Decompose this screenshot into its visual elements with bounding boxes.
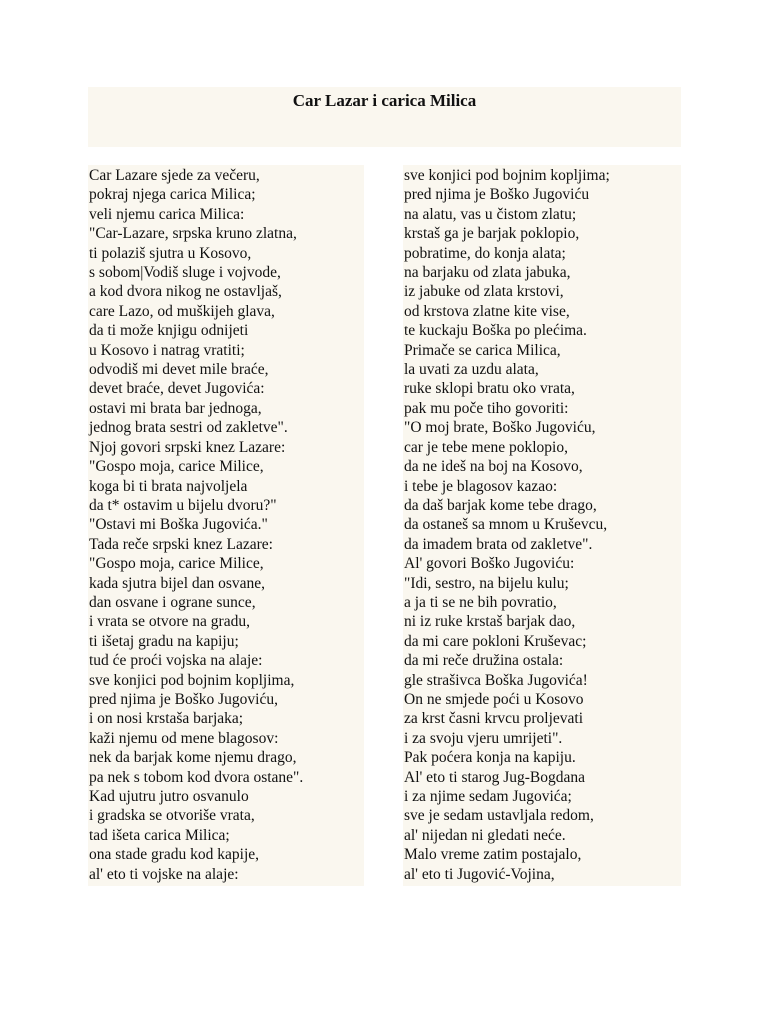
verse-line: da mi reče družina ostala: bbox=[404, 652, 564, 670]
verse-line: a ja ti se ne bih povratio, bbox=[404, 593, 557, 611]
verse-line: ti polaziš sjutra u Kosovo, bbox=[89, 244, 252, 262]
verse-line: "Gospo moja, carice Milice, bbox=[89, 458, 264, 476]
verse-line: da ti može knjigu odnijeti bbox=[89, 322, 249, 340]
verse-line: koga bi ti brata najvoljela bbox=[89, 477, 248, 495]
verse-line: "Idi, sestro, na bijelu kulu; bbox=[404, 574, 569, 592]
poem-column-left bbox=[88, 165, 364, 886]
verse-line: i tebe je blagosov kazao: bbox=[404, 477, 558, 495]
verse-line: ruke sklopi bratu oko vrata, bbox=[404, 380, 575, 398]
verse-line: devet braće, devet Jugovića: bbox=[89, 380, 265, 398]
verse-line: veli njemu carica Milica: bbox=[89, 205, 245, 223]
verse-line: na barjaku od zlata jabuka, bbox=[404, 264, 571, 282]
verse-line: al' nijedan ni gledati neće. bbox=[404, 826, 566, 844]
verse-line: Al' eto ti starog Jug-Bogdana bbox=[404, 768, 586, 786]
verse-line: pak mu poče tiho govoriti: bbox=[404, 399, 569, 417]
poem-column-right bbox=[403, 165, 681, 886]
verse-line: pobratime, do konja alata; bbox=[404, 244, 566, 262]
verse-line: i za njime sedam Jugovića; bbox=[404, 788, 572, 805]
verse-line: Pak poćera konja na kapiju. bbox=[404, 749, 576, 767]
verse-line: Njoj govori srpski knez Lazare: bbox=[89, 438, 286, 456]
page-title: Car Lazar i carica Milica bbox=[292, 91, 477, 110]
verse-line: car je tebe mene poklopio, bbox=[404, 438, 568, 456]
verse-line: s sobom|Vodiš sluge i vojvode, bbox=[89, 264, 281, 282]
verse-line: te kuckaju Boška po plećima. bbox=[404, 322, 587, 340]
verse-line: i vrata se otvore na gradu, bbox=[89, 613, 250, 631]
verse-line: da t* ostavim u bijelu dvoru?" bbox=[89, 496, 277, 514]
verse-line: dan osvane i ograne sunce, bbox=[89, 593, 256, 611]
verse-line: da mi care pokloni Kruševac; bbox=[404, 632, 587, 650]
verse-line: kada sjutra bijel dan osvane, bbox=[89, 574, 266, 592]
verse-line: pred njima je Boško Jugoviću bbox=[404, 186, 590, 204]
verse-line: od krstova zlatne kite vise, bbox=[404, 302, 570, 320]
verse-line: tud će proći vojska na alaje: bbox=[89, 652, 263, 670]
verse-line: krstaš ga je barjak poklopio, bbox=[404, 225, 580, 243]
verse-line: nek da barjak kome njemu drago, bbox=[89, 749, 297, 767]
verse-line: a kod dvora nikog ne ostavljaš, bbox=[89, 283, 282, 301]
verse-line: al' eto ti vojske na alaje: bbox=[89, 865, 239, 883]
verse-line: On ne smjede poći u Kosovo bbox=[404, 690, 584, 708]
verse-line: da imadem brata od zakletve". bbox=[404, 535, 593, 553]
verse-line: ti išetaj gradu na kapiju; bbox=[89, 632, 239, 650]
verse-line: kaži njemu od mene blagosov: bbox=[89, 729, 279, 747]
verse-line: Kad ujutru jutro osvanulo bbox=[89, 788, 249, 805]
verse-line: gle strašivca Boška Jugovića! bbox=[404, 671, 588, 689]
verse-line: i on nosi krstaša barjaka; bbox=[89, 710, 244, 728]
verse-line: ostavi mi brata bar jednoga, bbox=[89, 399, 262, 417]
verse-line: pa nek s tobom kod dvora ostane". bbox=[89, 768, 304, 786]
verse-line: ona stade gradu kod kapije, bbox=[89, 846, 260, 864]
verse-line: la uvati za uzdu alata, bbox=[404, 361, 539, 379]
verse-line: Al' govori Boško Jugoviću: bbox=[404, 555, 575, 573]
verse-line: i gradska se otvoriše vrata, bbox=[89, 807, 255, 825]
verse-line: da ostaneš sa mnom u Kruševcu, bbox=[404, 516, 608, 534]
verse-line: da daš barjak kome tebe drago, bbox=[404, 496, 597, 514]
verse-line: u Kosovo i natrag vratiti; bbox=[89, 341, 245, 359]
verse-line: "Car-Lazare, srpska kruno zlatna, bbox=[89, 225, 297, 243]
verse-line: pokraj njega carica Milica; bbox=[89, 186, 256, 204]
verse-line: sve je sedam ustavljala redom, bbox=[404, 807, 594, 825]
verse-line: Primače se carica Milica, bbox=[404, 341, 561, 359]
verse-line: Car Lazare sjede za večeru, bbox=[89, 167, 260, 184]
verse-line: tad išeta carica Milica; bbox=[89, 826, 230, 844]
verse-line: ni iz ruke krstaš barjak dao, bbox=[404, 613, 576, 631]
verse-line: i za svoju vjeru umrijeti". bbox=[404, 729, 563, 747]
verse-line: Tada reče srpski knez Lazare: bbox=[89, 535, 273, 553]
verse-line: jednog brata sestri od zakletve". bbox=[89, 419, 288, 437]
verse-line: pred njima je Boško Jugoviću, bbox=[89, 690, 278, 708]
verse-line: "O moj brate, Boško Jugoviću, bbox=[404, 419, 596, 437]
verse-line: odvodiš mi devet mile braće, bbox=[89, 361, 269, 379]
verse-line: "Ostavi mi Boška Jugovića." bbox=[89, 516, 268, 534]
verse-line: care Lazo, od muškijeh glava, bbox=[89, 302, 275, 320]
verse-line: da ne ideš na boj na Kosovo, bbox=[404, 458, 583, 476]
verse-line: sve konjici pod bojnim kopljima, bbox=[89, 671, 295, 689]
verse-line: za krst časni krvcu proljevati bbox=[404, 710, 584, 728]
verse-line: sve konjici pod bojnim kopljima; bbox=[404, 167, 610, 184]
verse-line: Malo vreme zatim postajalo, bbox=[404, 846, 582, 864]
verse-line: na alatu, vas u čistom zlatu; bbox=[404, 205, 577, 223]
verse-line: iz jabuke od zlata krstovi, bbox=[404, 283, 564, 301]
verse-line: al' eto ti Jugović-Vojina, bbox=[404, 865, 555, 883]
verse-line: "Gospo moja, carice Milice, bbox=[89, 555, 264, 573]
title-band bbox=[88, 87, 681, 147]
